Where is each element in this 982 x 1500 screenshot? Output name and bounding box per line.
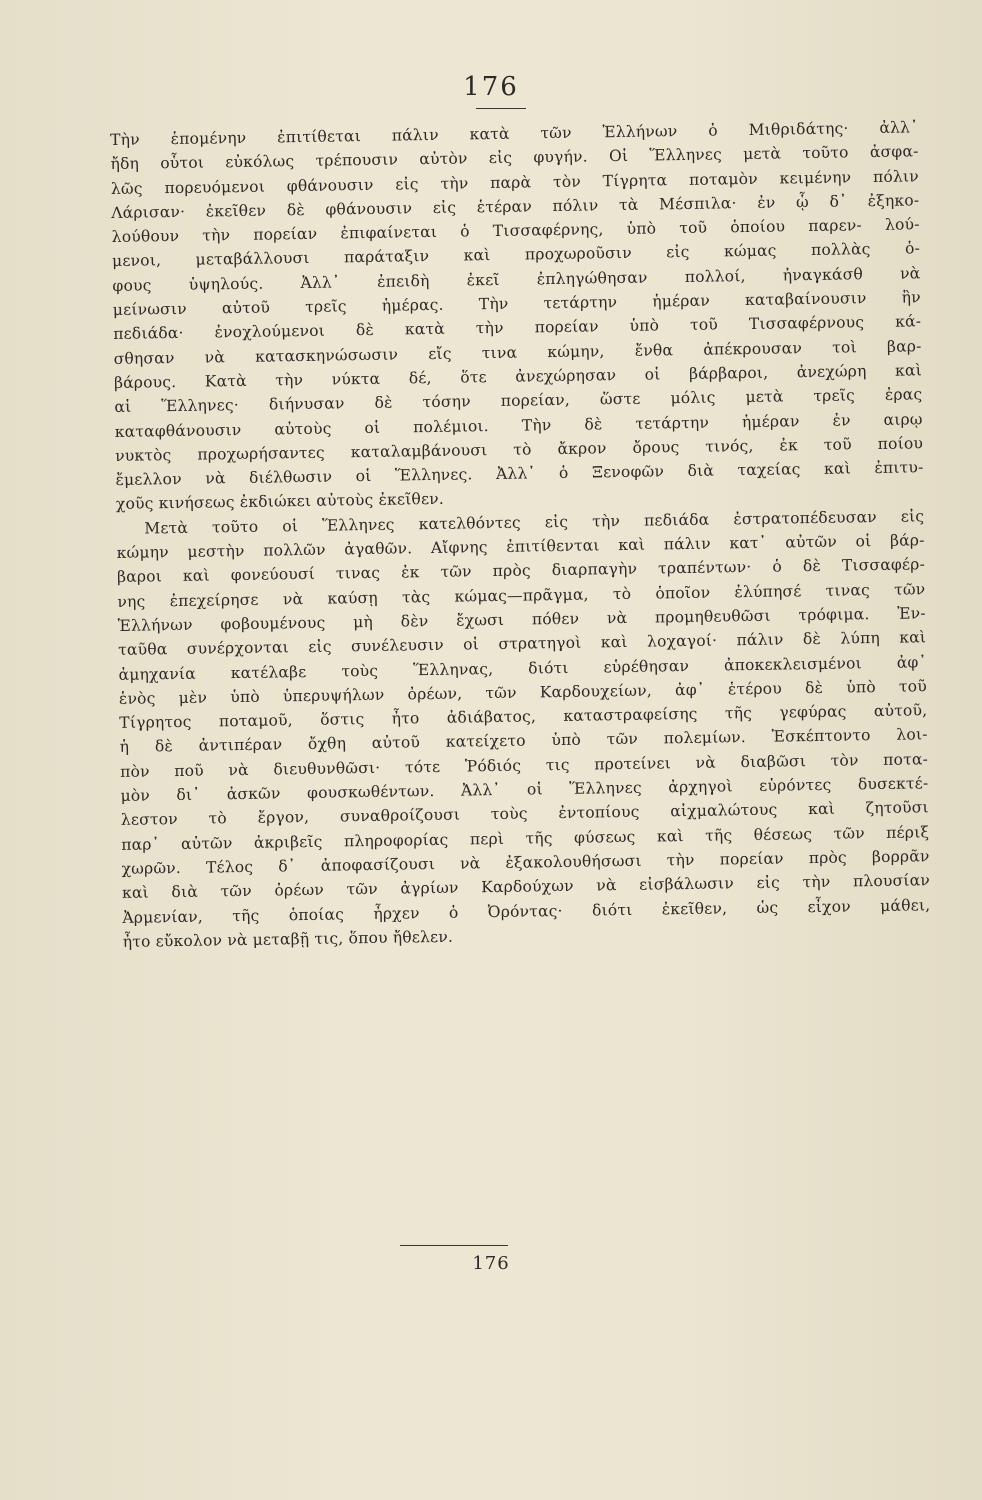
text-line: ἀμηχανία κατέλαβε τοὺς Ἕλληνας, διότι εὑρέθησαν ἀποκεκλεισμένοι ἀφ᾽ (118, 652, 927, 684)
body-text (110, 115, 931, 954)
text-line: ἡ δὲ ἀντιπέραν ὄχθη αὐτοῦ κατείχετο ὑπὸ τῶν πολεμίων. Ἐσκέπτοντο λοι- (119, 725, 928, 757)
text-line: Τὴν ἑπομένην ἐπιτίθεται πάλιν κατὰ τῶν Ἑλλήνων ὁ Μιθριδάτης· ἀλλ᾽ (110, 118, 919, 149)
text-line: μὸν δι᾽ ἀσκῶν φουσκωθέντων. Ἀλλ᾽ οἱ Ἕλληνες ἀρχηγοὶ εὑρόντες δυσεκτέ- (120, 774, 929, 805)
text-line: νης ἐπεχείρησε νὰ καύσῃ τὰς κώμας—πρᾶγμα, τὸ ὁποῖον ἐλύπησέ τινας τῶν (117, 579, 926, 611)
text-line: μείνωσιν αὐτοῦ τρεῖς ἡμέρας. Τὴν τετάρτην ἡμέραν καταβαίνουσιν ἣν (112, 288, 921, 320)
text-line: ἔμελλον νὰ διέλθωσιν οἱ Ἕλληνες. Ἀλλ᾽ ὁ Ξενοφῶν διὰ ταχείας καὶ ἐπιτυ- (115, 458, 924, 490)
text-line: πεδιάδα· ἐνοχλούμενοι δὲ κατὰ τὴν πορείαν ὑπὸ τοῦ Τισσαφέρνους κά- (113, 312, 922, 344)
footer-page-number: 176 (472, 1253, 510, 1274)
text-line: Μετὰ τοῦτο οἱ Ἕλληνες κατελθόντες εἰς τὴν πεδιάδα ἐστρατοπέδευσαν εἰς (144, 507, 925, 538)
text-line: νυκτὸς προχωρήσαντες καταλαμβάνουσι τὸ ἄκρον ὄρους τινός, ἐκ τοῦ ποίου (115, 434, 924, 465)
text-line: βαροι καὶ φονεύουσί τινας ἐκ τῶν πρὸς διαρπαγὴν τραπέντων· ὁ δὲ Τισσαφέρ- (116, 555, 926, 587)
text-line: πὸν ποῦ νὰ διευθυνθῶσι· τότε Ῥόδιός τις προτείνει νὰ διαβῶσι τὸν ποτα- (119, 749, 929, 781)
text-line: αἱ Ἕλληνες· διήνυσαν δὲ τόσην πορείαν, ὥστε μόλις μετὰ τρεῖς ἐρας (114, 385, 923, 417)
text-line: λούθουν τὴν πορείαν ἐπιφαίνεται ὁ Τισσαφέρνης, ὑπὸ τοῦ ὁποίου παρεν- λού- (111, 215, 920, 247)
text-line: χοῦς κινήσεως ἐκδιώκει αὐτοὺς ἐκεῖθεν. (115, 490, 445, 514)
text-line: Λάρισαν· ἐκεῖθεν δὲ φθάνουσιν εἰς ἑτέραν πόλιν τὰ Μέσπιλα· ἐν ᾧ δ᾽ ἐξηκο- (111, 191, 920, 222)
text-line: βάρους. Κατὰ τὴν νύκτα δέ, ὅτε ἀνεχώρησαν οἱ βάρβαροι, ἀνεχώρη καὶ (113, 361, 923, 392)
text-line: παρ᾽ αὐτῶν ἀκριβεῖς πληροφορίας περὶ τῆς φύσεως καὶ τῆς θέσεως τῶν πέριξ (121, 822, 930, 854)
text-line: Ἑλλήνων φοβουμένους μὴ δὲν ἔχωσι πόθεν νὰ προμηθευθῶσι τρόφιμα. Ἐν- (117, 604, 926, 635)
text-line: φους ὑψηλούς. Ἀλλ᾽ ἐπειδὴ ἐκεῖ ἐπληγώθησαν πολλοί, ἠναγκάσθ νὰ (112, 264, 921, 295)
text-line: ταῦθα συνέρχονται εἰς συνέλευσιν οἱ στρατηγοὶ καὶ λοχαγοί· πάλιν δὲ λύπη καὶ (118, 628, 927, 660)
text-line: ἦτο εὔκολον νὰ μεταβῇ τις, ὅπου ἤθελεν. (122, 927, 454, 951)
text-line: χωρῶν. Τέλος δ᾽ ἀποφασίζουσι νὰ ἐξακολουθήσωσι τὴν πορείαν πρὸς βορρᾶν (121, 847, 930, 878)
text-line: μενοι, μεταβάλλουσι παράταξιν καὶ προχωροῦσιν εἰς κώμας πολλὰς ὁ- (111, 239, 921, 271)
text-line: κώμην μεστὴν πολλῶν ἀγαθῶν. Αἴφνης ἐπιτίθενται καὶ πάλιν κατ᾽ αὐτῶν οἱ βάρ- (116, 531, 925, 562)
text-line: Ἀρμενίαν, τῆς ὁποίας ἦρχεν ὁ Ὀρόντας· διότι ἐκεῖθεν, ὡς εἶχον μάθει, (122, 895, 931, 927)
text-line: σθησαν νὰ κατασκηνώσωσιν εἴς τινα κώμην, ἔνθα ἀπέκρουσαν τοὶ βαρ- (113, 336, 922, 368)
header-rule (476, 108, 526, 109)
text-line: καταφθάνουσιν αὐτοὺς οἱ πολέμιοι. Τὴν δὲ τετάρτην ἡμέραν ἐν αιρῳ (114, 409, 923, 441)
page-number: 176 (463, 72, 519, 102)
text-line: Τίγρητος ποταμοῦ, ὅστις ἦτο ἀδιάβατος, καταστραφείσης τῆς γεφύρας αὐτοῦ, (119, 701, 928, 733)
text-line: λῶς πορευόμενοι φθάνουσιν εἰς τὴν παρὰ τὸν Τίγρητα ποταμὸν κειμένην πόλιν (110, 166, 919, 198)
footer-rule (400, 1245, 508, 1246)
text-line: καὶ διὰ τῶν ὀρέων τῶν ἀγρίων Καρδούχων νὰ εἰσβάλωσιν εἰς τὴν πλουσίαν (121, 871, 931, 903)
text-line: λεστον τὸ ἔργον, συναθροίζουσι τοὺς ἐντοπίους αἰχμαλώτους καὶ ζητοῦσι (120, 798, 929, 830)
text-line: ἤδη οὗτοι εὐκόλως τρέπουσιν αὐτὸν εἰς φυγήν. Οἱ Ἕλληνες μετὰ τοῦτο ἀσφα- (110, 142, 919, 174)
text-line: ἑνὸς μὲν ὑπὸ ὑπερυψήλων ὀρέων, τῶν Καρδουχείων, ἀφ᾽ ἑτέρου δὲ ὑπὸ τοῦ (118, 677, 928, 708)
